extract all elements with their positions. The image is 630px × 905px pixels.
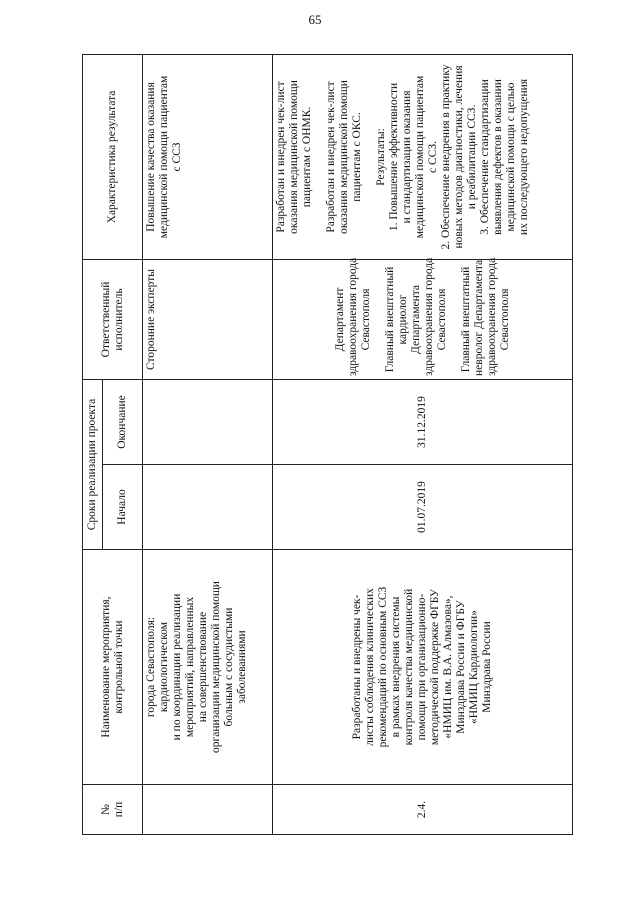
header-name: Наименование мероприятия, контрольной точки — [83, 550, 143, 785]
cell-start: 01.07.2019 — [273, 465, 573, 550]
rotated-table-page — [82, 55, 572, 835]
cell-responsible: Сторонние эксперты — [143, 259, 273, 379]
cell-responsible: Департамент здравоохранения города Севастополя Главный внештатный кардиолог Департамента здравоохранения города Севастополя Главный внештатный невролог Департамента здравоохранения города Севастополя — [273, 259, 573, 379]
project-table — [82, 54, 573, 835]
cell-name: города Севастополя: кардиологическом и по координации реализации мероприятий, направленных на совершенствование организации медицинской помощи больным с сосудистыми заболеваниями — [143, 550, 273, 785]
header-responsible: Ответственный исполнитель — [83, 259, 143, 379]
table-row — [273, 54, 573, 834]
header-num: № п/п — [83, 785, 143, 835]
results-title: Результаты: — [375, 128, 387, 186]
header-end: Окончание — [103, 379, 143, 464]
header-start: Начало — [103, 465, 143, 550]
header-terms: Сроки реализации проекта — [83, 379, 103, 549]
cell-name: Разработаны и внедрены чек- листы соблюдения клинических рекомендаций по основным ССЗ в рамках внедрения системы контроля качества медицинской помощи при организационно- методической поддержке ФГБУ «НМИЦ им. В.А. Алмазова», Минздрава России и ФГБУ «НМИЦ Кардиологии» Минздрава России — [273, 550, 573, 785]
cell-num: 2.4. — [273, 785, 573, 835]
cell-result: Повышение качества оказания медицинской помощи пациентам с ССЗ — [143, 54, 273, 259]
cell-start — [143, 465, 273, 550]
header-row — [83, 54, 103, 834]
page-number: 65 — [308, 12, 322, 27]
cell-end — [143, 379, 273, 464]
cell-num — [143, 785, 273, 835]
header-result: Характеристика результата — [83, 54, 143, 259]
cell-result: Разработан и внедрен чек-лист оказания медицинской помощи пациентам с ОНМК. Разработан и внедрен чек-лист оказания медицинской помощи пациентам с ОКС. Результаты: 1. Повышение эффективности и стандартизации оказания медицинской помощи пациентам с ССЗ. 2. Обеспечение внедрения в практику новых методов диагностики, лечения и реабилитации ССЗ. 3. Обеспечение стандартизации выявления дефектов в оказании медицинской помощи с целью их последующего недопущения — [273, 54, 573, 259]
table-row — [143, 54, 273, 834]
cell-end: 31.12.2019 — [273, 379, 573, 464]
